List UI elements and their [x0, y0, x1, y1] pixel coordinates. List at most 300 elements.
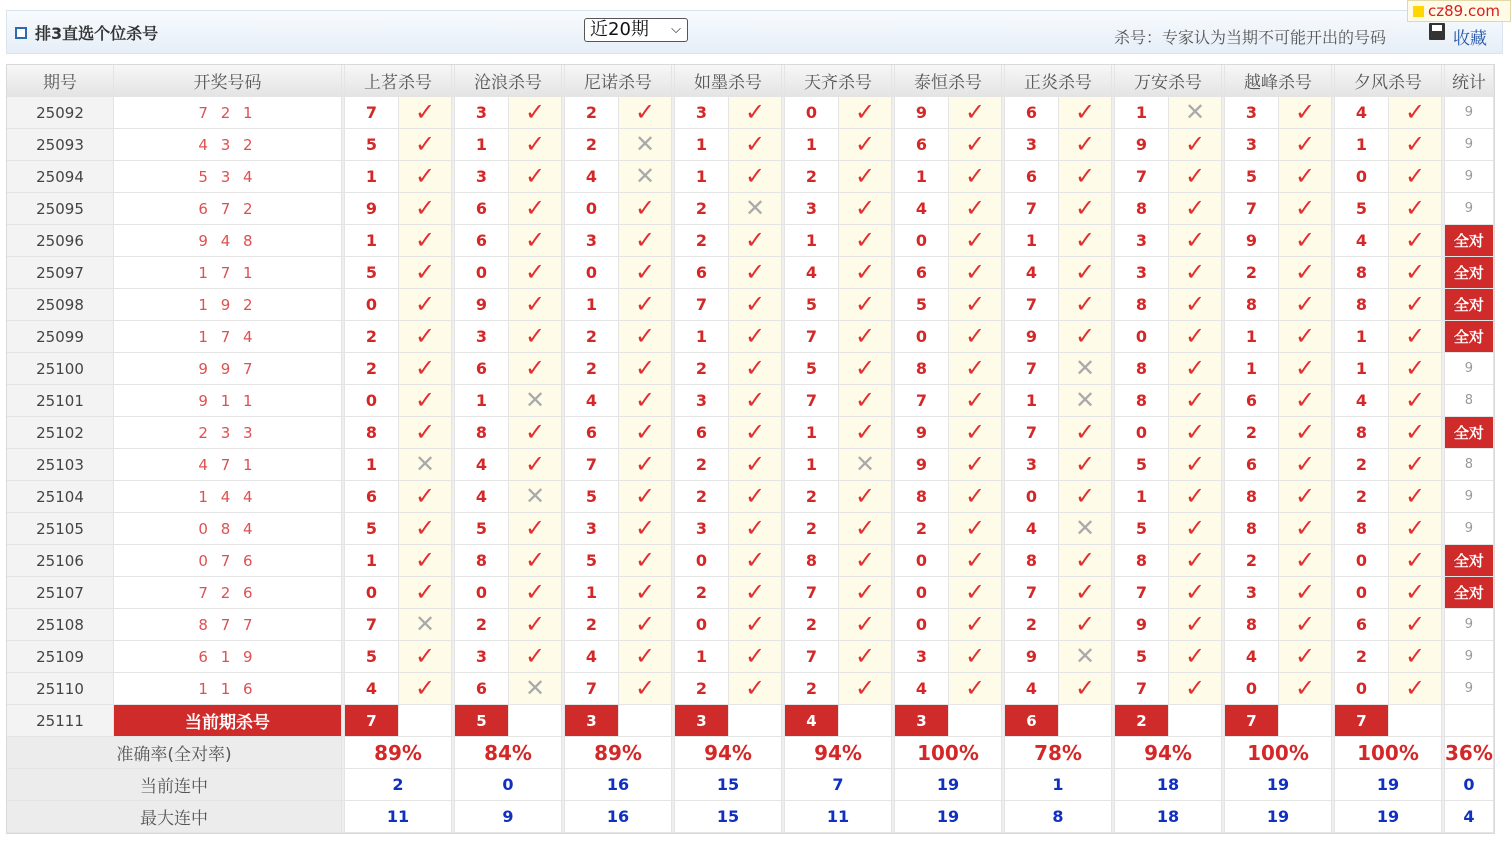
kill-number-cell: 2 [565, 353, 619, 385]
kill-number-cell: 1 [1335, 353, 1389, 385]
kill-number-cell: 2 [895, 513, 949, 545]
checkmark-icon: ✓ [414, 97, 436, 126]
kill-number-cell: 8 [1115, 289, 1169, 321]
result-mark-cell [949, 97, 1002, 129]
kill-number-cell: 3 [455, 641, 509, 673]
kill-number-cell: 3 [1225, 97, 1279, 129]
empty-cell [619, 705, 672, 737]
kill-number-cell: 4 [1005, 257, 1059, 289]
checkmark-icon: ✓ [634, 353, 656, 382]
checkmark-icon: ✓ [634, 417, 656, 446]
empty-cell [1445, 705, 1494, 737]
checkmark-icon: ✓ [634, 97, 656, 126]
table-row [7, 385, 1494, 417]
checkmark-icon: ✓ [634, 641, 656, 670]
checkmark-icon: ✓ [1404, 385, 1426, 414]
kill-number-cell: 3 [455, 321, 509, 353]
result-mark-cell [839, 577, 892, 609]
result-mark-cell [1059, 225, 1112, 257]
checkmark-icon: ✓ [1404, 481, 1426, 510]
result-mark-cell [1169, 321, 1222, 353]
cross-icon: ✕ [1074, 385, 1096, 414]
checkmark-icon: ✓ [964, 513, 986, 542]
result-mark-cell [839, 129, 892, 161]
checkmark-icon: ✓ [1184, 481, 1206, 510]
checkmark-icon: ✓ [524, 641, 546, 670]
result-mark-cell [1059, 417, 1112, 449]
result-mark-cell [839, 609, 892, 641]
kill-number-cell: 8 [785, 545, 839, 577]
summary-label: 当前连中 [7, 769, 342, 801]
table-row [7, 321, 1494, 353]
current-kill-number: 3 [675, 705, 729, 737]
kill-number-cell: 1 [1225, 321, 1279, 353]
stat-count-cell: 9 [1445, 513, 1494, 545]
kill-number-cell: 1 [455, 129, 509, 161]
streak-value: 18 [1115, 769, 1222, 801]
cross-icon: ✕ [414, 609, 436, 638]
draw-number-cell: 8 7 7 [114, 609, 342, 641]
kill-number-cell: 9 [895, 449, 949, 481]
checkmark-icon: ✓ [414, 193, 436, 222]
checkmark-icon: ✓ [1184, 545, 1206, 574]
checkmark-icon: ✓ [634, 225, 656, 254]
col-header: 期号 [7, 65, 114, 97]
result-mark-cell [1169, 641, 1222, 673]
accuracy-value: 94% [675, 737, 782, 769]
result-mark-cell [1279, 513, 1332, 545]
cross-icon: ✕ [524, 673, 546, 702]
result-mark-cell [509, 385, 562, 417]
result-mark-cell [949, 609, 1002, 641]
checkmark-icon: ✓ [414, 353, 436, 382]
draw-number-cell: 9 9 7 [114, 353, 342, 385]
current-kill-label: 当前期杀号 [114, 705, 342, 737]
kill-number-cell: 7 [1005, 289, 1059, 321]
checkmark-icon: ✓ [414, 161, 436, 190]
period-select[interactable] [584, 18, 688, 42]
checkmark-icon: ✓ [1184, 225, 1206, 254]
accuracy-value: 100% [1225, 737, 1332, 769]
kill-number-cell: 2 [675, 481, 729, 513]
kill-number-cell: 6 [895, 257, 949, 289]
result-mark-cell [1169, 161, 1222, 193]
kill-number-cell: 7 [1225, 193, 1279, 225]
result-mark-cell [839, 353, 892, 385]
kill-number-cell: 4 [455, 449, 509, 481]
kill-number-cell: 3 [1005, 449, 1059, 481]
result-mark-cell [1389, 353, 1442, 385]
result-mark-cell [839, 193, 892, 225]
result-mark-cell [399, 449, 452, 481]
kill-number-cell: 1 [675, 161, 729, 193]
result-mark-cell [1059, 289, 1112, 321]
result-mark-cell [509, 225, 562, 257]
checkmark-icon: ✓ [744, 481, 766, 510]
result-mark-cell [1169, 545, 1222, 577]
result-mark-cell [949, 481, 1002, 513]
checkmark-icon: ✓ [854, 289, 876, 318]
current-kill-number: 7 [1225, 705, 1279, 737]
checkmark-icon: ✓ [1294, 161, 1316, 190]
favorite-link[interactable]: 收藏 [1453, 29, 1487, 49]
col-header-stat: 统计 [1445, 65, 1494, 97]
kill-number-cell: 1 [785, 129, 839, 161]
empty-cell [1059, 705, 1112, 737]
kill-number-cell: 3 [1115, 257, 1169, 289]
checkmark-icon: ✓ [1294, 289, 1316, 318]
result-mark-cell [1059, 577, 1112, 609]
summary-row [7, 769, 1494, 801]
kill-number-cell: 9 [1005, 321, 1059, 353]
result-mark-cell [399, 193, 452, 225]
all-correct-badge: 全对 [1445, 289, 1494, 321]
checkmark-icon: ✓ [414, 417, 436, 446]
result-mark-cell [509, 321, 562, 353]
result-mark-cell [619, 513, 672, 545]
all-correct-badge: 全对 [1445, 225, 1494, 257]
period-cell: 25111 [7, 705, 114, 737]
result-mark-cell [1059, 449, 1112, 481]
result-mark-cell [1389, 417, 1442, 449]
checkmark-icon: ✓ [744, 97, 766, 126]
checkmark-icon: ✓ [524, 609, 546, 638]
checkmark-icon: ✓ [524, 545, 546, 574]
kill-number-cell: 6 [895, 129, 949, 161]
kill-number-cell: 0 [785, 97, 839, 129]
checkmark-icon: ✓ [414, 385, 436, 414]
result-mark-cell [399, 97, 452, 129]
checkmark-icon: ✓ [414, 257, 436, 286]
checkmark-icon: ✓ [1404, 577, 1426, 606]
col-header-expert: 如墨杀号 [675, 65, 782, 97]
checkmark-icon: ✓ [1294, 641, 1316, 670]
kill-number-cell: 0 [345, 289, 399, 321]
checkmark-icon: ✓ [1074, 161, 1096, 190]
checkmark-icon: ✓ [1074, 97, 1096, 126]
checkmark-icon: ✓ [634, 321, 656, 350]
streak-value: 19 [1335, 769, 1442, 801]
result-mark-cell [399, 673, 452, 705]
checkmark-icon: ✓ [634, 193, 656, 222]
checkmark-icon: ✓ [744, 321, 766, 350]
kill-number-cell: 0 [895, 609, 949, 641]
checkmark-icon: ✓ [1404, 321, 1426, 350]
stat-count-cell: 8 [1445, 449, 1494, 481]
result-mark-cell [399, 353, 452, 385]
kill-number-cell: 4 [1225, 641, 1279, 673]
streak-value: 0 [1445, 769, 1494, 801]
result-mark-cell [619, 193, 672, 225]
table-row [7, 161, 1494, 193]
cross-icon: ✕ [744, 193, 766, 222]
current-kill-number: 6 [1005, 705, 1059, 737]
result-mark-cell [1059, 193, 1112, 225]
result-mark-cell [729, 673, 782, 705]
kill-number-cell: 0 [1115, 417, 1169, 449]
result-mark-cell [1279, 289, 1332, 321]
draw-number-cell: 1 4 4 [114, 481, 342, 513]
kill-number-cell: 3 [675, 385, 729, 417]
kill-number-cell: 1 [1005, 385, 1059, 417]
checkmark-icon: ✓ [744, 353, 766, 382]
kill-number-cell: 2 [785, 513, 839, 545]
checkmark-icon: ✓ [854, 193, 876, 222]
result-mark-cell [399, 609, 452, 641]
draw-number-cell: 0 8 4 [114, 513, 342, 545]
kill-number-cell: 1 [785, 449, 839, 481]
accuracy-value: 89% [565, 737, 672, 769]
result-mark-cell [1059, 97, 1112, 129]
draw-number-cell: 2 3 3 [114, 417, 342, 449]
kill-number-cell: 7 [1005, 417, 1059, 449]
result-mark-cell [839, 385, 892, 417]
kill-number-cell: 1 [1115, 481, 1169, 513]
draw-number-cell: 9 4 8 [114, 225, 342, 257]
result-mark-cell [839, 257, 892, 289]
current-period-row [7, 705, 1494, 737]
period-cell: 25105 [7, 513, 114, 545]
checkmark-icon: ✓ [414, 545, 436, 574]
result-mark-cell [399, 289, 452, 321]
result-mark-cell [729, 97, 782, 129]
stat-count-cell: 9 [1445, 481, 1494, 513]
checkmark-icon: ✓ [524, 577, 546, 606]
kill-number-cell: 4 [895, 673, 949, 705]
checkmark-icon: ✓ [414, 225, 436, 254]
streak-value: 7 [785, 769, 892, 801]
kill-number-cell: 3 [455, 97, 509, 129]
result-mark-cell [399, 385, 452, 417]
period-select-value: 近20期 [590, 19, 649, 40]
checkmark-icon: ✓ [634, 513, 656, 542]
checkmark-icon: ✓ [1074, 673, 1096, 702]
kill-number-cell: 5 [1225, 161, 1279, 193]
kill-number-cell: 1 [1335, 321, 1389, 353]
result-mark-cell [399, 225, 452, 257]
checkmark-icon: ✓ [1294, 385, 1316, 414]
checkmark-icon: ✓ [1074, 449, 1096, 478]
result-mark-cell [509, 577, 562, 609]
period-cell: 25097 [7, 257, 114, 289]
cross-icon: ✕ [634, 161, 656, 190]
kill-number-cell: 5 [565, 481, 619, 513]
top-bar [6, 10, 1503, 54]
save-icon[interactable] [1429, 23, 1445, 40]
checkmark-icon: ✓ [964, 193, 986, 222]
period-cell: 25109 [7, 641, 114, 673]
kill-number-cell: 4 [1335, 385, 1389, 417]
result-mark-cell [619, 609, 672, 641]
table-row [7, 545, 1494, 577]
checkmark-icon: ✓ [744, 289, 766, 318]
result-mark-cell [1389, 577, 1442, 609]
col-header-expert: 沧浪杀号 [455, 65, 562, 97]
kill-number-cell: 1 [1115, 97, 1169, 129]
checkmark-icon: ✓ [1184, 673, 1206, 702]
result-mark-cell [1389, 225, 1442, 257]
kill-number-cell: 4 [895, 193, 949, 225]
checkmark-icon: ✓ [634, 481, 656, 510]
result-mark-cell [1389, 609, 1442, 641]
empty-cell [949, 705, 1002, 737]
period-cell: 25099 [7, 321, 114, 353]
result-mark-cell [1279, 161, 1332, 193]
col-header-expert: 越峰杀号 [1225, 65, 1332, 97]
kill-number-cell: 4 [565, 641, 619, 673]
kill-number-cell: 7 [345, 609, 399, 641]
streak-value: 19 [895, 769, 1002, 801]
result-mark-cell [399, 129, 452, 161]
checkmark-icon: ✓ [854, 161, 876, 190]
result-mark-cell [509, 481, 562, 513]
checkmark-icon: ✓ [1294, 481, 1316, 510]
checkmark-icon: ✓ [1184, 577, 1206, 606]
checkmark-icon: ✓ [854, 609, 876, 638]
kill-number-cell: 8 [455, 545, 509, 577]
cross-icon: ✕ [634, 129, 656, 158]
kill-number-cell: 2 [1005, 609, 1059, 641]
draw-number-cell: 1 7 4 [114, 321, 342, 353]
result-mark-cell [399, 321, 452, 353]
kill-number-cell: 1 [565, 577, 619, 609]
result-mark-cell [1279, 417, 1332, 449]
table-row [7, 417, 1494, 449]
table-row [7, 449, 1494, 481]
checkmark-icon: ✓ [964, 225, 986, 254]
result-mark-cell [1169, 609, 1222, 641]
kill-number-cell: 5 [345, 257, 399, 289]
empty-cell [1169, 705, 1222, 737]
checkmark-icon: ✓ [854, 353, 876, 382]
result-mark-cell [1169, 449, 1222, 481]
kill-number-cell: 9 [455, 289, 509, 321]
checkmark-icon: ✓ [964, 385, 986, 414]
checkmark-icon: ✓ [744, 129, 766, 158]
checkmark-icon: ✓ [634, 609, 656, 638]
checkmark-icon: ✓ [1294, 609, 1316, 638]
kill-number-cell: 9 [1005, 641, 1059, 673]
checkmark-icon: ✓ [414, 673, 436, 702]
checkbox-icon[interactable] [15, 27, 27, 39]
kill-number-cell: 6 [455, 353, 509, 385]
kill-number-cell: 0 [1335, 161, 1389, 193]
result-mark-cell [1279, 129, 1332, 161]
result-mark-cell [1389, 321, 1442, 353]
all-correct-badge: 全对 [1445, 577, 1494, 609]
result-mark-cell [619, 257, 672, 289]
checkmark-icon: ✓ [524, 161, 546, 190]
kill-number-cell: 1 [675, 321, 729, 353]
kill-number-cell: 6 [455, 673, 509, 705]
checkmark-icon: ✓ [964, 289, 986, 318]
current-kill-number: 3 [565, 705, 619, 737]
kill-number-cell: 0 [675, 545, 729, 577]
site-logo[interactable] [1407, 0, 1511, 22]
kill-number-cell: 7 [785, 577, 839, 609]
kill-number-cell: 7 [785, 321, 839, 353]
kill-number-cell: 2 [565, 97, 619, 129]
kill-number-cell: 8 [1115, 353, 1169, 385]
kill-table [6, 64, 1495, 834]
kill-number-cell: 6 [455, 225, 509, 257]
stat-count-cell: 9 [1445, 193, 1494, 225]
kill-number-cell: 3 [895, 641, 949, 673]
kill-number-cell: 3 [675, 513, 729, 545]
result-mark-cell [1279, 353, 1332, 385]
empty-cell [729, 705, 782, 737]
checkmark-icon: ✓ [524, 193, 546, 222]
kill-number-cell: 2 [675, 353, 729, 385]
checkmark-icon: ✓ [524, 353, 546, 382]
checkmark-icon: ✓ [634, 385, 656, 414]
kill-number-cell: 2 [1335, 641, 1389, 673]
stat-count-cell: 9 [1445, 129, 1494, 161]
result-mark-cell [1389, 673, 1442, 705]
checkmark-icon: ✓ [964, 673, 986, 702]
table-row [7, 257, 1494, 289]
checkmark-icon: ✓ [1294, 193, 1316, 222]
kill-number-cell: 6 [1225, 385, 1279, 417]
kill-number-cell: 8 [345, 417, 399, 449]
result-mark-cell [729, 545, 782, 577]
result-mark-cell [949, 193, 1002, 225]
result-mark-cell [839, 417, 892, 449]
kill-number-cell: 0 [455, 257, 509, 289]
kill-number-cell: 6 [1335, 609, 1389, 641]
kill-number-cell: 8 [1225, 289, 1279, 321]
kill-number-cell: 2 [785, 673, 839, 705]
kill-number-cell: 5 [565, 545, 619, 577]
checkmark-icon: ✓ [1074, 289, 1096, 318]
checkmark-icon: ✓ [524, 129, 546, 158]
col-header-expert: 万安杀号 [1115, 65, 1222, 97]
result-mark-cell [619, 321, 672, 353]
kill-number-cell: 1 [785, 417, 839, 449]
checkmark-icon: ✓ [854, 481, 876, 510]
streak-value: 4 [1445, 801, 1494, 833]
kill-number-cell: 5 [1115, 641, 1169, 673]
kill-number-cell: 8 [1335, 257, 1389, 289]
kill-number-cell: 3 [565, 225, 619, 257]
checkmark-icon: ✓ [964, 449, 986, 478]
checkmark-icon: ✓ [1294, 577, 1316, 606]
all-correct-badge: 全对 [1445, 545, 1494, 577]
kill-note: 杀号：专家认为当期不可能开出的号码 [1114, 28, 1387, 47]
result-mark-cell [1279, 641, 1332, 673]
checkmark-icon: ✓ [1294, 225, 1316, 254]
table-row [7, 609, 1494, 641]
kill-number-cell: 8 [1115, 385, 1169, 417]
checkmark-icon: ✓ [854, 225, 876, 254]
accuracy-value: 94% [1115, 737, 1222, 769]
kill-number-cell: 2 [565, 129, 619, 161]
checkmark-icon: ✓ [854, 129, 876, 158]
draw-number-cell: 1 7 1 [114, 257, 342, 289]
result-mark-cell [949, 513, 1002, 545]
period-cell: 25096 [7, 225, 114, 257]
kill-number-cell: 0 [345, 385, 399, 417]
checkmark-icon: ✓ [1404, 289, 1426, 318]
result-mark-cell [1169, 577, 1222, 609]
empty-cell [1279, 705, 1332, 737]
kill-number-cell: 4 [565, 385, 619, 417]
col-header-expert: 夕风杀号 [1335, 65, 1442, 97]
cross-icon: ✕ [524, 385, 546, 414]
result-mark-cell [509, 449, 562, 481]
result-mark-cell [729, 577, 782, 609]
all-correct-badge: 全对 [1445, 417, 1494, 449]
